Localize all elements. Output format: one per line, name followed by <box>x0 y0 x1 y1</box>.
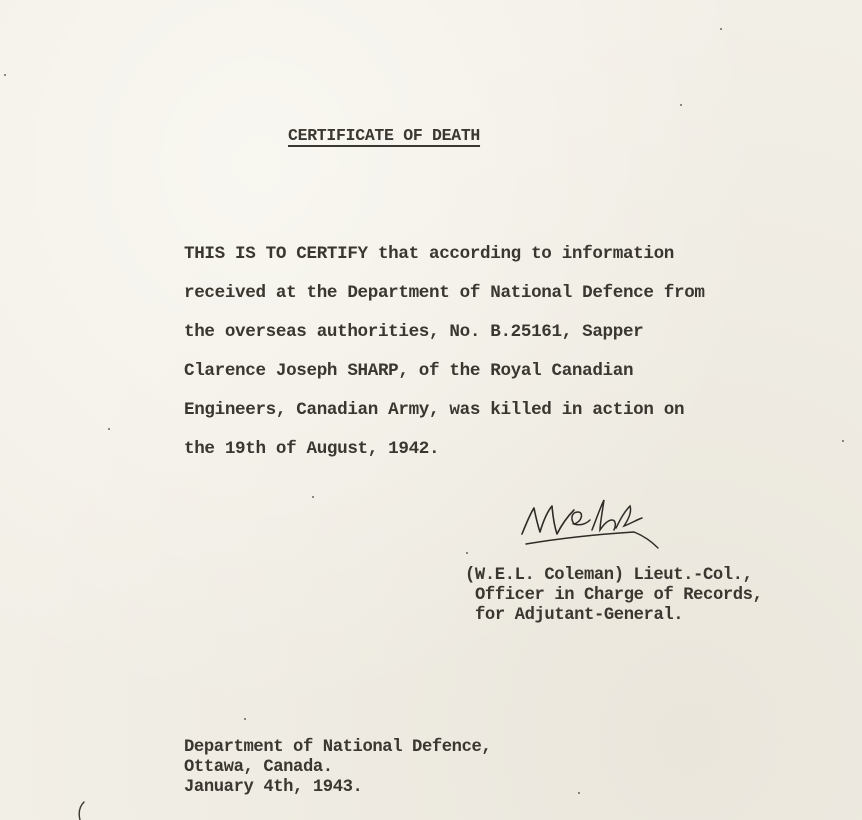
pencil-mark <box>70 800 90 820</box>
paper-speck <box>680 104 682 106</box>
paper-speck <box>312 496 314 498</box>
signatory-office: Officer in Charge of Records, <box>475 586 763 605</box>
handwritten-signature <box>512 490 672 556</box>
body-line: received at the Department of National Defence from <box>184 283 705 303</box>
body-line: Engineers, Canadian Army, was killed in action on <box>184 400 685 420</box>
paper-speck <box>578 792 580 794</box>
body-line: the overseas authorities, No. B.25161, Sapper <box>184 322 644 342</box>
paper-speck <box>4 74 6 76</box>
certificate-title: CERTIFICATE OF DEATH <box>288 126 481 145</box>
paper-speck <box>108 428 110 430</box>
paper-speck <box>842 440 844 442</box>
certificate-body <box>184 240 705 474</box>
body-line: THIS IS TO CERTIFY that according to information <box>184 244 674 264</box>
body-line: Clarence Joseph SHARP, of the Royal Canadian <box>184 361 634 381</box>
signatory-block <box>465 566 763 626</box>
address-department: Department of National Defence, <box>184 738 492 757</box>
signatory-for: for Adjutant-General. <box>475 606 684 625</box>
paper-speck <box>466 552 468 554</box>
signatory-name: (W.E.L. Coleman) Lieut.-Col., <box>465 566 753 585</box>
address-block <box>184 738 491 798</box>
paper-speck <box>244 718 246 720</box>
address-city: Ottawa, Canada. <box>184 758 333 777</box>
body-line: the 19th of August, 1942. <box>184 439 440 459</box>
paper-speck <box>720 28 722 30</box>
address-date: January 4th, 1943. <box>184 778 363 797</box>
